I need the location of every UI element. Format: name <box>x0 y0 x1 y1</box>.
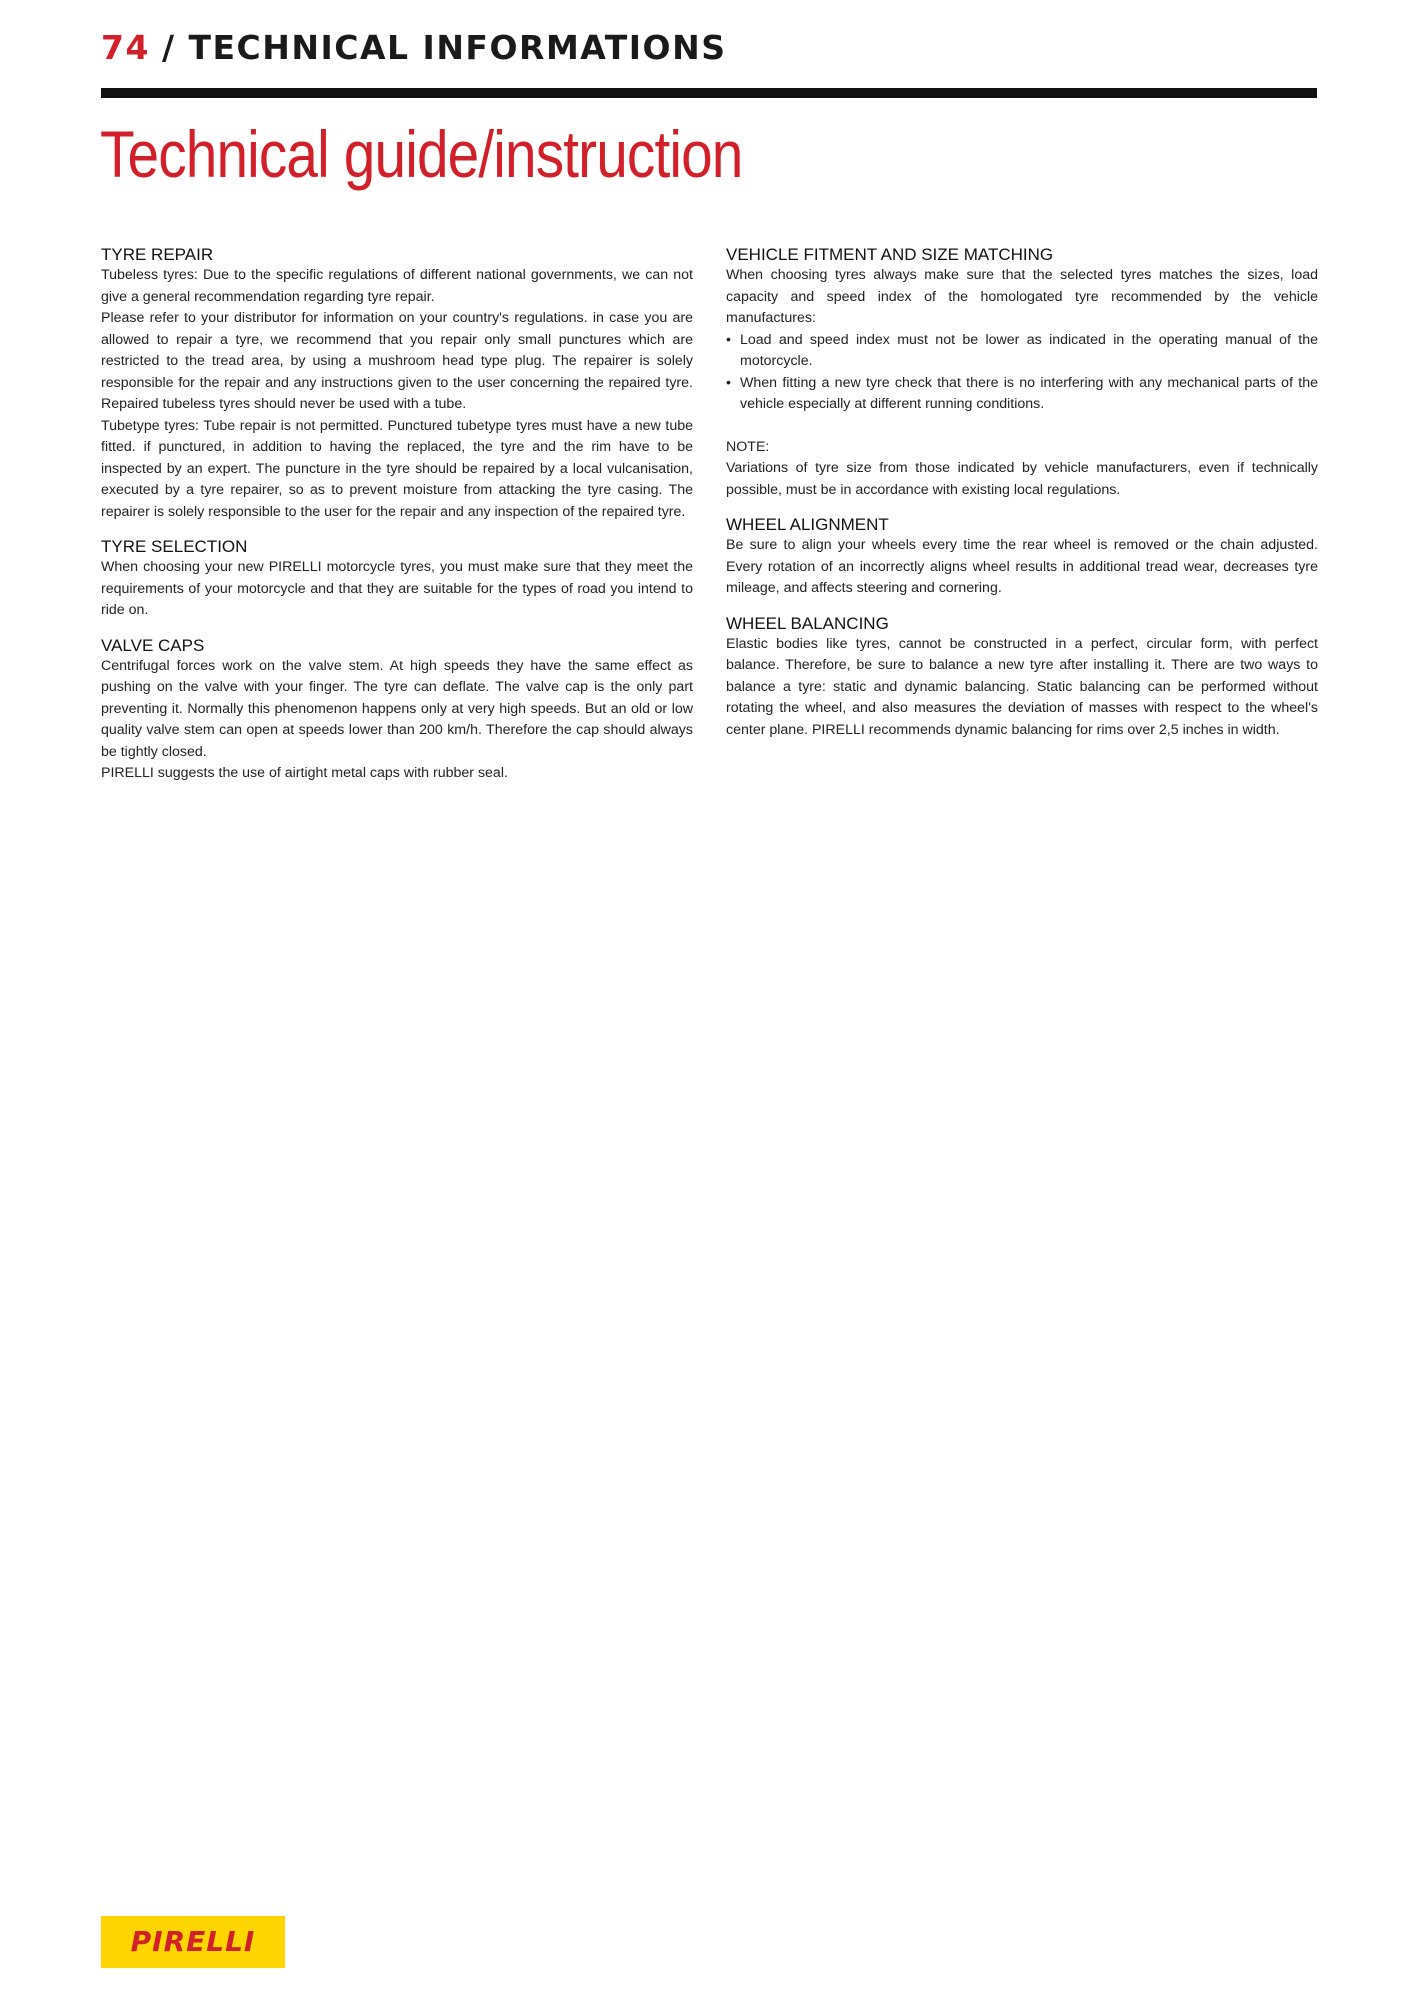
paragraph: When choosing your new PIRELLI motorcycle tyres, you must make sure that they meet the requirements of your motorcycle and that they are suitable for the types of road you intend to ride on. <box>101 559 693 618</box>
section-tyre-repair <box>101 245 693 523</box>
left-column <box>101 245 693 799</box>
section-heading: TYRE REPAIR <box>101 245 214 264</box>
section-tyre-selection <box>101 537 693 622</box>
section-heading: WHEEL BALANCING <box>726 613 889 633</box>
bullet-item: • When fitting a new tyre check that there is no interfering with any mechanical parts of the vehicle especially at different running conditions. <box>726 373 1318 416</box>
section-heading: WHEEL ALIGNMENT <box>726 515 889 534</box>
paragraph: Elastic bodies like tyres, cannot be constructed in a perfect, circular form, with perfect balance. Therefore, be sure to balance a new tyre after installing it. There are two ways to balance a tyre: static and dynamic balancing. Static balancing can be performed without rotating the wheel, and also measures the deviation of masses with respect to the wheel's center plane. PIRELLI recommends dynamic balancing for rims over 2,5 inches in width. <box>726 635 1318 738</box>
paragraph: Tubetype tyres: Tube repair is not permitted. Punctured tubetype tyres must have a new tube fitted. if punctured, in addition to having the replaced, the tyre and the rim have to be inspected by an expert. The puncture in the tyre should be repaired by a local vulcanisation, executed by a tyre repairer, so as to prevent moisture from attacking the tyre casing. The repairer is solely responsible to the user for the repair and any inspection of the repaired tyre. <box>101 417 693 520</box>
paragraph: When choosing tyres always make sure that the selected tyres matches the sizes, load capacity and speed index of the homologated tyre recommended by the vehicle manufactures: <box>726 267 1318 326</box>
note-text: Variations of tyre size from those indicated by vehicle manufacturers, even if technically possible, must be in accordance with existing local regulations. <box>726 460 1318 498</box>
paragraph: PIRELLI suggests the use of airtight metal caps with rubber seal. <box>101 765 508 781</box>
paragraph: Be sure to align your wheels every time the rear wheel is removed or the chain adjusted. Every rotation of an incorrectly aligns wheel results in additional tread wear, decreases tyre mileage, and affects steering and cornering. <box>726 537 1318 596</box>
section-label: / TECHNICAL INFORMATIONS <box>161 28 727 67</box>
page-header <box>101 28 727 67</box>
section-heading: TYRE SELECTION <box>101 537 248 556</box>
paragraph: Tubeless tyres: Due to the specific regulations of different national governments, we can not give a general recommendation regarding tyre repair. <box>101 267 693 305</box>
logo-text: PIRELLI <box>130 1925 256 1958</box>
section-wheel-alignment <box>726 515 1318 600</box>
paragraph: Please refer to your distributor for information on your country's regulations. in case you are allowed to repair a tyre, we recommend that you repair only small punctures which are restricted to the tread area, by using a mushroom head type plug. The repairer is solely responsible for the repair and any instructions given to the user concerning the repaired tyre. Repaired tubeless tyres should never be used with a tube. <box>101 310 693 412</box>
section-vehicle-fitment <box>726 245 1318 501</box>
bullet-list <box>726 330 1318 416</box>
section-wheel-balancing <box>726 614 1318 742</box>
pirelli-logo <box>101 1916 285 1968</box>
note-label: NOTE: <box>726 438 770 455</box>
section-heading: VEHICLE FITMENT AND SIZE MATCHING <box>726 245 1054 264</box>
page-title: Technical guide/instruction <box>100 117 743 191</box>
header-rule <box>101 88 1317 98</box>
section-heading: VALVE CAPS <box>101 635 205 655</box>
section-valve-caps <box>101 636 693 785</box>
paragraph: Centrifugal forces work on the valve stem. At high speeds they have the same effect as pushing on the valve with your finger. The tyre can deflate. The valve cap is the only part preventing it. Normally this phenomenon happens only at very high speeds. But an old or low quality valve stem can open at speeds lower than 200 km/h. Therefore the cap should always be tightly closed. <box>101 657 693 760</box>
spacer <box>726 416 1318 437</box>
bullet-item: • Load and speed index must not be lower as indicated in the operating manual of the motorcycle. <box>726 330 1318 373</box>
right-column <box>726 245 1318 755</box>
page-number: 74 <box>101 28 150 67</box>
